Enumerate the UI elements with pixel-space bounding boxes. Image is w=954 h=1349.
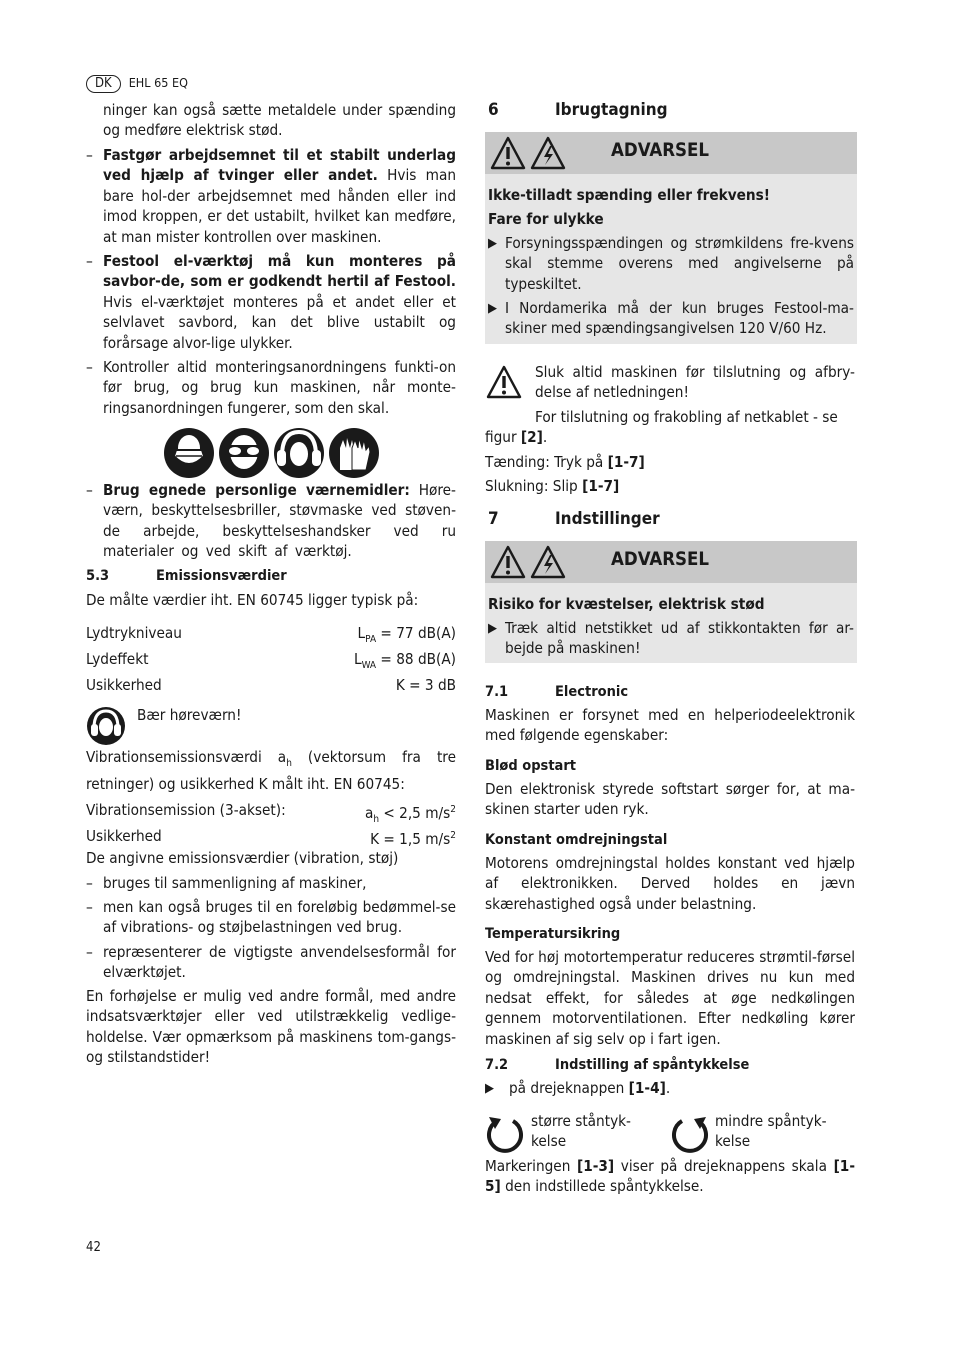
bullet-bold: Festool el-værktøj må kun monteres på savbor-de, som er godkendt hertil af Festool. <box>103 252 456 291</box>
noise-label: Lydeffekt <box>86 650 149 668</box>
switch-off-text: Slukning: Slip [1-7] <box>485 477 620 495</box>
bullet-dash: – <box>86 146 93 164</box>
warning-instruction: Træk altid netstikket ud af stikkontakten før ar-bejde på maskinen! <box>505 619 854 658</box>
section-5-3-intro: De målte værdier iht. EN 60745 ligger typisk på: <box>86 591 419 609</box>
section-7-title: Indstillinger <box>555 509 660 529</box>
caution-triangle-icon <box>486 365 522 399</box>
caution-text: figur [2]. <box>485 428 548 446</box>
bullet-sawtable <box>103 251 456 353</box>
noise-value: $L_{WA} = 88$ dB(A) <box>353 650 456 672</box>
ear-protection-icon <box>274 428 324 478</box>
dust-mask-icon <box>164 428 214 478</box>
safety-glasses-icon <box>219 428 269 478</box>
bullet-text: Hvis el-værktøjet monteres på et andet eller et selvlavet savbord, kan det blive ustabilt og forårsage alvor-lige ulykker. <box>103 292 456 352</box>
switch-on-text: Tænding: Tryk på [1-7] <box>485 453 645 471</box>
section-7-1-title: Electronic <box>555 684 629 700</box>
bullet-dash: – <box>86 358 93 376</box>
warning-header <box>485 132 857 174</box>
rotate-clockwise-icon <box>485 1113 525 1157</box>
uncertainty-label: Usikkerhed <box>86 827 162 845</box>
rotate-counterclockwise-icon <box>670 1113 710 1157</box>
temperature-text: Ved for høj motortemperatur reduceres strømtil-førsel og omdrejningstal. Maskinen drives nu kun med nedsat effekt, for således at øge nedkølingen gennem motorventilationen. Efter nedkøling kører maskinen af sig selv op i fart igen. <box>485 948 855 1048</box>
emission-intro: De angivne emissionsværdier (vibration, støj) <box>86 849 399 867</box>
page-number: 42 <box>86 1240 101 1255</box>
caution-text: Sluk altid maskinen før tilslutning og afbry-delse af netledningen! <box>535 363 855 402</box>
larger-thickness-label: større ståntyk- kelse <box>531 1112 631 1151</box>
bullet-dash: – <box>86 898 93 916</box>
bullet-check-mount: Kontroller altid monteringsanordningens funkti-on før brug, og brug kun maskinen, når monte-ringsanordningen fungerer, som den skal. <box>103 358 456 417</box>
electric-hazard-icon <box>530 136 566 170</box>
section-6-title: Ibrugtagning <box>555 100 668 120</box>
page-header <box>86 75 188 93</box>
warning-triangle-icon <box>490 545 526 579</box>
bullet-text: Hvis man bare hol-der arbejdsemnet med hånden eller ind imod kroppen, er det ustabilt, hvilket kan medføre, at man mister kontrollen over maskinen. <box>103 166 456 246</box>
bullet-text: Høre-værn, beskyttelsesbriller, støvmaske ved støven-de arbejde, beskyttelseshandsker ved ru materialer og ved skift af værktøj. <box>103 481 456 561</box>
temperature-heading: Temperatursikring <box>485 926 621 942</box>
warning-line: Ikke-tilladt spænding eller frekvens! <box>488 186 771 204</box>
section-6-number: 6 <box>488 100 499 120</box>
ear-protection-note: Bær høreværn! <box>137 706 242 724</box>
marking-text: Markeringen [1-3] viser på drejeknappens skala [1-5] den indstillede spåntykkelse. <box>485 1157 855 1196</box>
arrow-bullet: ▶ <box>488 621 497 636</box>
bullet-purposes: repræsenterer de vigtigste anvendelsesformål for elværktøjet. <box>103 943 456 982</box>
paragraph-continuation: ninger kan også sætte metaldele under spænding og medføre elektrisk stød. <box>103 101 456 140</box>
bullet-bold: Fastgør arbejdsemnet til et stabilt underlag ved hjælp af tvinger eller andet. <box>103 146 456 185</box>
smaller-thickness-label: mindre spåntyk- kelse <box>715 1112 827 1151</box>
section-5-3-title: Emissionsværdier <box>156 568 287 584</box>
section-7-2-title: Indstilling af spåntykkelse <box>555 1057 750 1073</box>
bullet-compare: bruges til sammenligning af maskiner, <box>103 874 367 892</box>
language-badge: DK <box>86 75 121 93</box>
warning-header <box>485 541 857 583</box>
caution-text: For tilslutning og frakobling af netkablet - se <box>535 408 838 426</box>
final-paragraph: En forhøjelse er mulig ved andre formål, med andre indsatsværktøjer eller ved utilstrækkelig vedlige-holdelse. Vær opmærksom på maskinens tom-gangs- og stilstandstider! <box>86 987 456 1067</box>
section-5-3-number: 5.3 <box>86 568 110 584</box>
constant-speed-heading: Konstant omdrejningstal <box>485 832 668 848</box>
knob-instruction: på drejeknappen [1-4]. <box>509 1079 671 1097</box>
bullet-dash: – <box>86 943 93 961</box>
noise-label: Usikkerhed <box>86 676 162 694</box>
bullet-dash: – <box>86 252 93 270</box>
bullet-dash: – <box>86 874 93 892</box>
bullet-assessment: men kan også bruges til en foreløbig bedømmel-se af vibrations- og støjbelastningen ved brug. <box>103 898 456 937</box>
warning-line: Fare for ulykke <box>488 210 604 228</box>
warning-instruction: I Nordamerika må der kun bruges Festool-ma-skiner med spændingsangivelsen 120 V/60 Hz. <box>505 299 854 338</box>
warning-title: ADVARSEL <box>611 140 709 161</box>
arrow-bullet: ▶ <box>485 1081 494 1096</box>
uncertainty-value: K = 1,5 $m/s^2$ <box>370 830 456 849</box>
noise-value: K = 3 dB <box>395 676 456 694</box>
warning-triangle-icon <box>490 136 526 170</box>
ppe-icons <box>162 426 382 480</box>
section-7-1-number: 7.1 <box>485 684 509 700</box>
bullet-bold: Brug egnede personlige værnemidler: <box>103 481 410 499</box>
model-name: EHL 65 EQ <box>128 75 188 90</box>
electronic-intro: Maskinen er forsynet med en helperiodeelektronik med følgende egenskaber: <box>485 706 855 745</box>
bullet-workpiece <box>103 145 456 247</box>
warning-line: Risiko for kvæstelser, elektrisk stød <box>488 595 765 613</box>
noise-label: Lydtrykniveau <box>86 624 182 642</box>
constant-speed-text: Motorens omdrejningstal holdes konstant ved hjælp af elektronikken. Derved holdes en jævn skærehastighed også under belastning. <box>485 854 855 913</box>
warning-title: ADVARSEL <box>611 549 709 570</box>
vibration-intro: Vibrationsemissionsværdi $a_h$ (vektorsum fra tre retninger) og usikkerhed K målt iht. EN 60745: <box>86 748 456 794</box>
softstart-text: Den elektronisk styrede softstart sørger for, at ma-skinen starter uden ryk. <box>485 780 855 819</box>
vibration-value: $a_h < 2,5$ $m/s^2$ <box>364 804 456 826</box>
vibration-label: Vibrationsemission (3-akset): <box>86 801 286 819</box>
arrow-bullet: ▶ <box>488 236 497 251</box>
section-7-number: 7 <box>488 509 499 529</box>
bullet-dash: – <box>86 481 93 499</box>
bullet-ppe <box>103 480 456 562</box>
gloves-icon <box>329 428 379 478</box>
section-7-2-number: 7.2 <box>485 1057 509 1073</box>
warning-instruction: Forsyningsspændingen og strømkildens fre-kvens skal stemme overens med angivelserne på typeskiltet. <box>505 234 854 293</box>
electric-hazard-icon <box>530 545 566 579</box>
arrow-bullet: ▶ <box>488 301 497 316</box>
softstart-heading: Blød opstart <box>485 758 577 774</box>
ear-protection-icon <box>86 706 126 751</box>
noise-value: $L_{PA} = 77$ dB(A) <box>357 624 456 646</box>
